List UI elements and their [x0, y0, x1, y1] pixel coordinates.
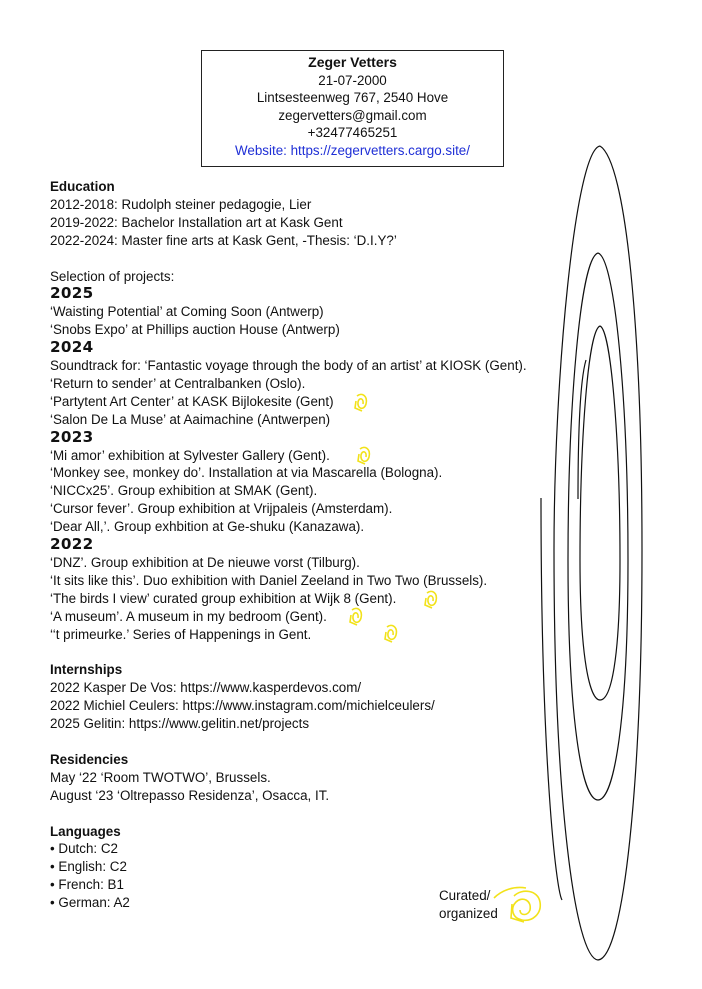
project-item: ‘Partytent Art Center’ at KASK Bijlokesite (Gent) — [50, 393, 334, 409]
address: Lintsesteenweg 767, 2540 Hove — [256, 90, 449, 106]
cv-body — [50, 178, 570, 912]
email: zegervetters@gmail.com — [278, 107, 427, 123]
project-item: ‘Cursor fever’. Group exhibition at Vrijpaleis (Amsterdam). — [50, 501, 393, 517]
project-item: ‘A museum’. A museum in my bedroom (Gent). — [50, 608, 327, 624]
spiral-ring-inner — [580, 326, 620, 700]
curated-marker-icon — [354, 392, 370, 412]
language-item: • Dutch: C2 — [50, 841, 118, 857]
project-item: ‘Monkey see, monkey do’. Installation at via Mascarella (Bologna). — [50, 465, 443, 481]
curated-marker-icon — [424, 589, 440, 609]
residencies-heading: Residencies — [50, 751, 129, 767]
person-name: Zeger Vetters — [308, 54, 397, 70]
legend-line-2: organized — [439, 905, 498, 921]
project-item: ‘Mi amor’ exhibition at Sylvester Gallery (Gent). — [50, 447, 330, 463]
curated-marker-icon — [357, 445, 373, 465]
project-item: ‘The birds I view’ curated group exhibition at Wijk 8 (Gent). — [50, 590, 397, 606]
education-item: 2012-2018: Rudolph steiner pedagogie, Lier — [50, 196, 312, 212]
project-item: Soundtrack for: ‘Fantastic voyage through the body of an artist’ at KIOSK (Gent). — [50, 358, 527, 374]
language-item: • English: C2 — [50, 859, 127, 875]
curated-marker-icon — [349, 606, 365, 626]
project-item: ‘Snobs Expo’ at Phillips auction House (Antwerp) — [50, 322, 340, 338]
residency-item: August ‘23 ‘Oltrepasso Residenza’, Osacca, IT. — [50, 787, 330, 803]
year-heading-2024: 2024 — [50, 338, 94, 357]
birthdate: 21-07-2000 — [318, 72, 387, 88]
legend-line-1: Curated/ — [439, 888, 491, 903]
legend-marker-icon — [492, 884, 544, 924]
website-link[interactable]: Website: https://zegervetters.cargo.site/ — [235, 142, 470, 158]
internship-item: 2022 Kasper De Vos: https://www.kasperdevos.com/ — [50, 680, 362, 696]
spiral-ring-middle — [568, 253, 628, 800]
languages-heading: Languages — [50, 823, 121, 839]
project-item: ‘‘t primeurke.’ Series of Happenings in Gent. — [50, 626, 312, 642]
project-item: ‘Salon De La Muse’ at Aaimachine (Antwerpen) — [50, 411, 331, 427]
year-heading-2022: 2022 — [50, 535, 94, 554]
spiral-end — [578, 360, 586, 499]
language-item: • French: B1 — [50, 877, 124, 893]
internship-item: 2022 Michiel Ceulers: https://www.instagram.com/michielceulers/ — [50, 698, 435, 714]
project-item: ‘NICCx25’. Group exhibition at SMAK (Gent). — [50, 483, 318, 499]
curated-legend — [439, 887, 498, 922]
year-heading-2025: 2025 — [50, 284, 94, 303]
curated-marker-icon — [384, 623, 400, 643]
contact-header — [201, 50, 504, 167]
project-item: ‘It sits like this’. Duo exhibition with Daniel Zeeland in Two Two (Brussels). — [50, 572, 488, 588]
residency-item: May ‘22 ‘Room TWOTWO’, Brussels. — [50, 769, 271, 785]
project-item: ‘DNZ’. Group exhibition at De nieuwe vorst (Tilburg). — [50, 555, 360, 571]
language-item: • German: A2 — [50, 895, 130, 911]
education-item: 2019-2022: Bachelor Installation art at Kask Gent — [50, 214, 343, 230]
internships-heading: Internships — [50, 662, 123, 678]
project-item: ‘Dear All,’. Group exhbition at Ge-shuku (Kanazawa). — [50, 519, 365, 535]
project-item: ‘Waisting Potential’ at Coming Soon (Antwerp) — [50, 304, 324, 320]
project-item: ‘Return to sender’ at Centralbanken (Oslo). — [50, 375, 306, 391]
education-heading: Education — [50, 179, 115, 194]
internship-item: 2025 Gelitin: https://www.gelitin.net/projects — [50, 716, 310, 732]
projects-heading: Selection of projects: — [50, 268, 175, 284]
phone: +32477465251 — [307, 125, 398, 141]
year-heading-2023: 2023 — [50, 427, 94, 446]
education-item: 2022-2024: Master fine arts at Kask Gent, -Thesis: ‘D.I.Y?’ — [50, 232, 397, 248]
